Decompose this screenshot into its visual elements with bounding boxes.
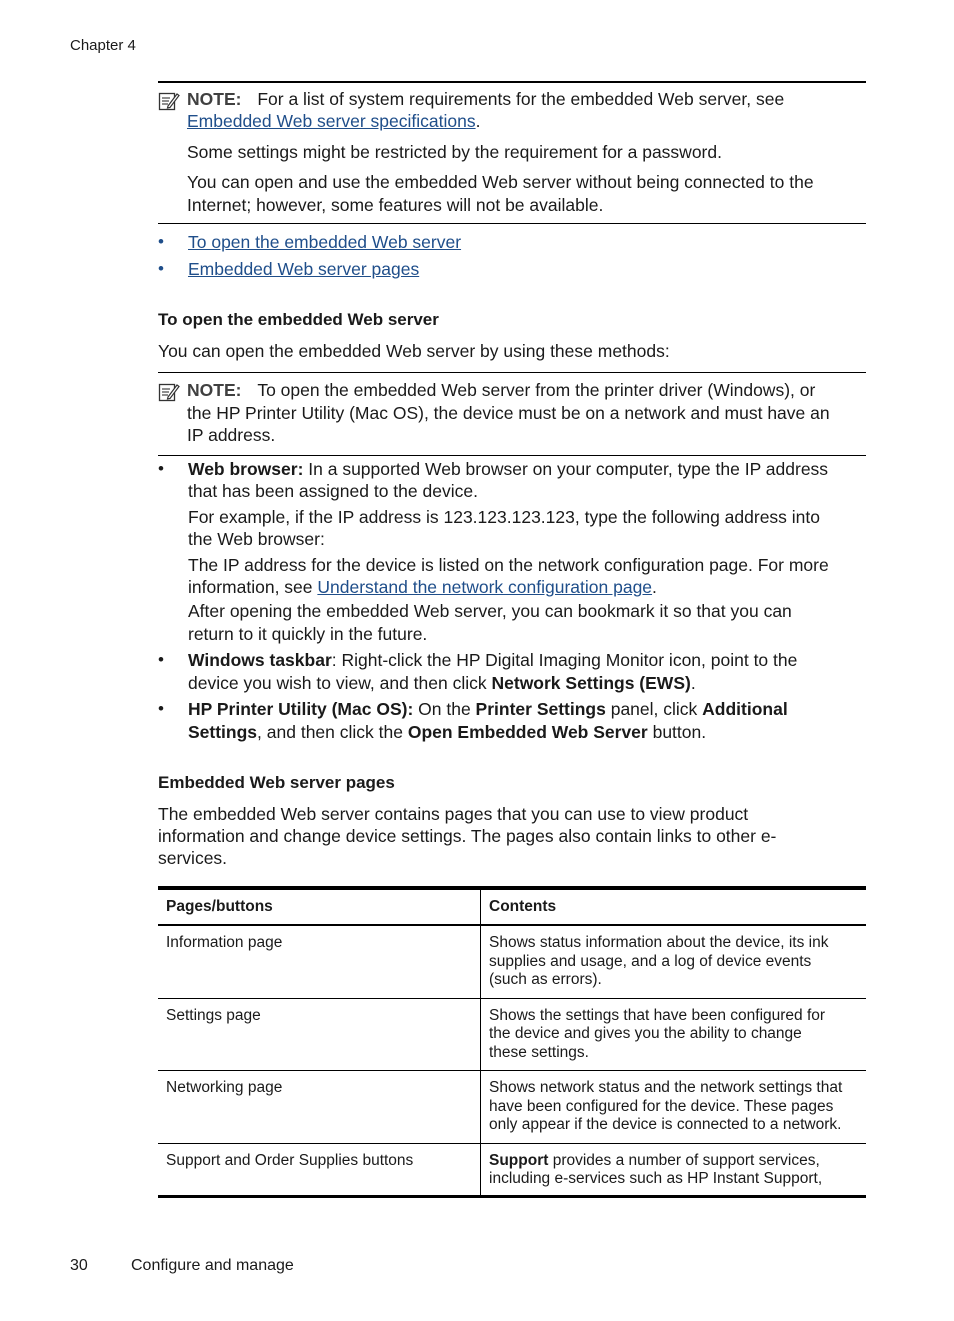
section2-line2: information and change device settings. The pages also contain links to other e- [158,826,777,846]
ip-info-post: . [652,577,657,597]
method-bullet: • [158,650,164,669]
web-browser-line2: that has been assigned to the device. [188,481,478,501]
toc-bullet: • [158,259,164,278]
column-header-pages: Pages/buttons [158,888,481,925]
support-term: Support [489,1151,549,1169]
note2-label: NOTE: [187,380,242,400]
note-bottom-rule [158,223,866,224]
web-example-line1: For example, if the IP address is 123.123.123.123, type the following address into [188,507,821,527]
chapter-header: Chapter 4 [70,37,136,54]
taskbar-term: Windows taskbar [188,650,332,670]
toc-bullet: • [158,232,164,251]
note1-line2 [187,110,480,133]
contents-line: have been configured for the device. These pages [489,1097,834,1115]
note1-internet-line1: You can open and use the embedded Web server without being connected to the [187,172,814,192]
ip-info-line2 [188,576,657,599]
note2-top-rule [158,372,866,373]
section1-intro: You can open the embedded Web server by using these methods: [158,341,670,361]
note-icon [158,90,180,112]
toc-link-ews-pages[interactable]: Embedded Web server pages [188,259,420,279]
taskbar-text: : Right-click the HP Digital Imaging Monitor icon, point to the [331,650,798,670]
cell-contents [481,1071,867,1144]
utility-line1 [188,698,788,721]
footer-section: Configure and manage [131,1257,294,1274]
table-row [158,1143,866,1196]
web-example-line2: the Web browser: [188,529,325,549]
contents-line: the device and gives you the ability to change [489,1025,802,1042]
table-row [158,998,866,1071]
section2-line3: services. [158,848,228,868]
utility-t3: , and then click the [257,722,408,742]
cell-contents [481,998,867,1071]
web-browser-term: Web browser: [188,459,304,479]
utility-settings: Settings [188,722,258,742]
utility-term: HP Printer Utility (Mac OS): [188,699,414,719]
note2-line2: the HP Printer Utility (Mac OS), the device must be on a network and must have an [187,403,830,423]
cell-contents [481,925,867,998]
note2-line3: IP address. [187,425,276,445]
note2-bottom-rule [158,455,866,456]
taskbar-line2 [188,672,696,695]
utility-line2 [188,721,706,744]
table-row [158,1071,866,1144]
contents-line: Shows network status and the network settings that [489,1079,843,1096]
note1-line1 [187,88,784,111]
note1-password-text: Some settings might be restricted by the requirement for a password. [187,142,722,162]
table-header-row [158,888,866,925]
contents-line: supplies and usage, and a log of device events [489,952,812,970]
taskbar-line2-post: . [690,673,696,693]
taskbar-line2-pre: device you wish to view, and then click [188,673,492,693]
contents-line: these settings. [489,1043,589,1061]
cell-page: Settings page [158,998,481,1071]
network-config-page-link[interactable]: Understand the network configuration page [317,577,653,597]
web-browser-text: In a supported Web browser on your computer, type the IP address [308,459,829,479]
ews-specifications-link[interactable]: Embedded Web server specifications [187,111,476,131]
page-number: 30 [70,1257,88,1274]
ip-info-pre: information, see [188,577,318,597]
contents-line: only appear if the device is connected to a network. [489,1116,842,1133]
contents-line: (such as errors). [489,971,602,988]
table-row [158,925,866,998]
contents-line [489,1152,866,1171]
taskbar-network-settings: Network Settings (EWS) [491,673,691,693]
section2-line1: The embedded Web server contains pages that you can use to view product [158,804,749,824]
column-header-contents: Contents [489,897,557,915]
cell-page: Networking page [158,1071,481,1144]
note-icon [158,381,180,403]
contents-line: Shows the settings that have been configured for [489,1006,826,1024]
note2-line1 [187,379,815,402]
note1-internet-line2: Internet; however, some features will not be available. [187,195,604,215]
note1-label: NOTE: [187,89,242,109]
utility-t2: panel, click [605,699,703,719]
web-browser-line1 [188,458,828,481]
bookmark-line1: After opening the embedded Web server, you can bookmark it so that you can [188,601,792,621]
note1-period: . [475,111,481,131]
contents-line: including e-services such as HP Instant Support, [489,1170,823,1187]
utility-open-ews: Open Embedded Web Server [407,722,648,742]
cell-page: Information page [158,925,481,998]
contents-line: Shows status information about the device, its ink [489,934,829,951]
ip-info-line1: The IP address for the device is listed on the network configuration page. For more [188,555,829,575]
ews-pages-table [158,886,866,1198]
bookmark-line2: return to it quickly in the future. [188,624,428,644]
section-heading-ews-pages: Embedded Web server pages [158,773,395,792]
cell-contents [481,1143,867,1196]
utility-printer-settings: Printer Settings [475,699,606,719]
taskbar-line1 [188,649,797,672]
toc-link-open-ews[interactable]: To open the embedded Web server [188,232,462,252]
cell-page: Support and Order Supplies buttons [158,1143,481,1196]
note1-text: For a list of system requirements for the embedded Web server, see [257,89,785,109]
contents-text: provides a number of support services, [548,1151,820,1169]
utility-t4: button. [647,722,707,742]
note-top-rule [158,81,866,83]
section-heading-open-ews: To open the embedded Web server [158,310,439,329]
utility-t1: On the [413,699,476,719]
method-bullet: • [158,699,164,718]
note2-text-1: To open the embedded Web server from the printer driver (Windows), or [257,380,816,400]
utility-additional: Additional [702,699,788,719]
method-bullet: • [158,459,164,478]
